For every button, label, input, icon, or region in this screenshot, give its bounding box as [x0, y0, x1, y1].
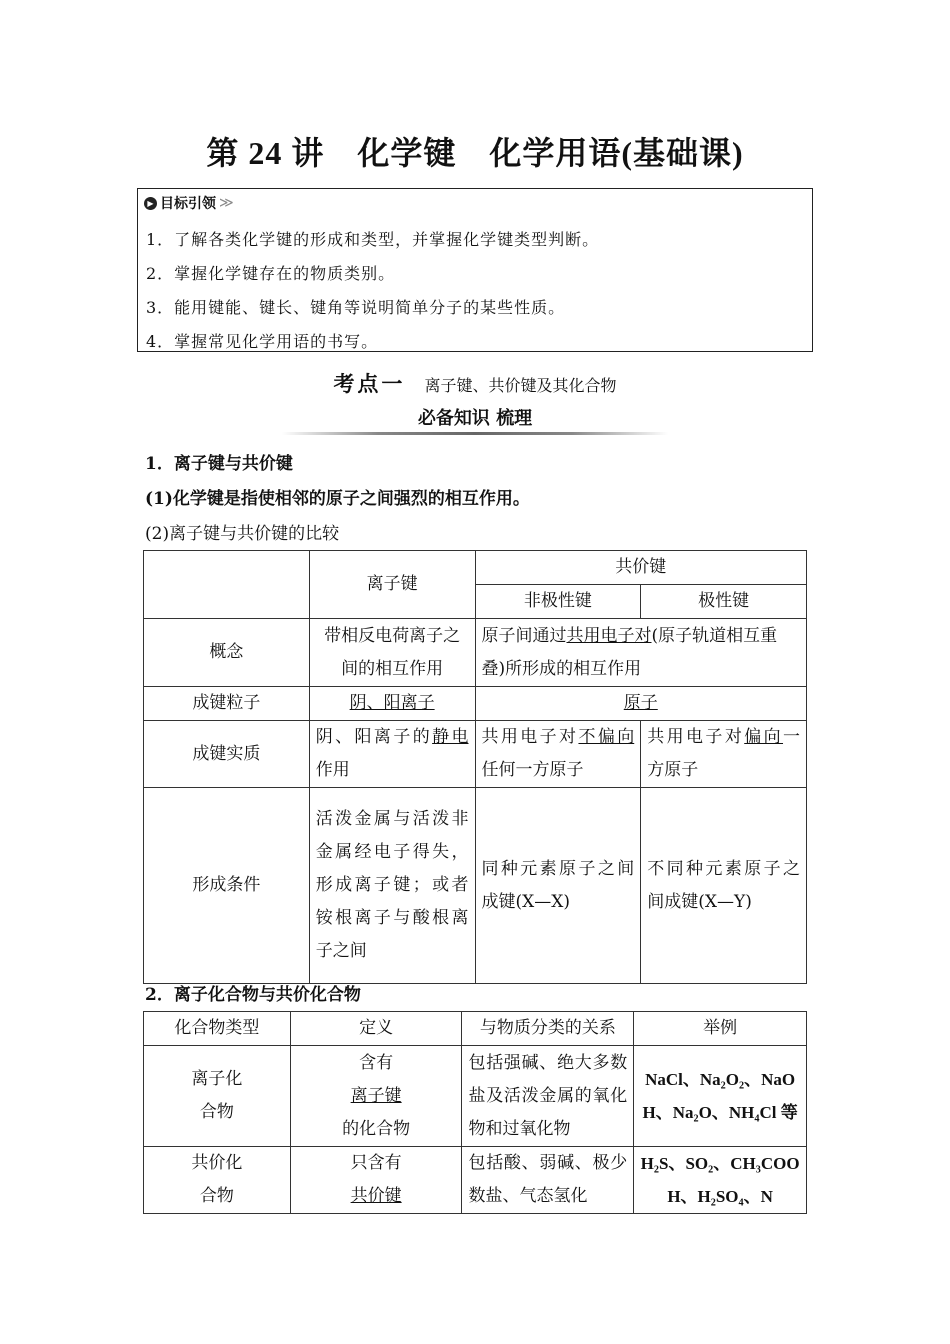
goal-item: 2．掌握化学键存在的物质类别。 — [146, 264, 396, 283]
section-banner: 必备知识 梳理 — [417, 408, 533, 429]
text: 共用电子对 — [481, 727, 579, 747]
cell-nonpolar-condition: 同种元素原子之间成键(X—X) — [475, 788, 641, 984]
cell-covalent-definition — [290, 1147, 462, 1214]
cell-ionic-type — [144, 1046, 291, 1147]
header-covalent: 共价键 — [475, 551, 807, 585]
bond-comparison-table — [143, 550, 807, 984]
section1-heading: 1．离子键与共价键 — [145, 454, 293, 474]
cell-ionic-concept: 带相反电荷离子之间的相互作用 — [309, 619, 475, 687]
header-example: 举例 — [634, 1012, 807, 1046]
header-ionic: 离子键 — [309, 551, 475, 619]
text: 只含有 — [350, 1153, 402, 1173]
text: 作用 — [315, 760, 350, 780]
text: 含有 — [359, 1052, 394, 1073]
text: (原子轨道相互重叠)所形成的相互作用 — [481, 625, 778, 679]
cell-polar-essence — [641, 721, 807, 788]
goals-box — [137, 188, 813, 352]
underlined-term: 偏向 — [744, 727, 784, 747]
header-definition: 定义 — [290, 1012, 462, 1046]
text: 阴、阳离子的 — [315, 727, 433, 747]
double-chevron-icon: ≫ — [219, 195, 234, 211]
underlined-term: 阴、阳离子 — [349, 693, 435, 713]
cell-covalent-relation: 包括酸、弱碱、极少数盐、气态氢化 — [462, 1147, 634, 1214]
text: 共用电子对 — [647, 727, 745, 747]
text: 合物 — [199, 1102, 234, 1122]
page-title: 第 24 讲 化学键 化学用语(基础课) — [206, 135, 744, 171]
text: 一方原子 — [647, 727, 801, 780]
underlined-term: 共用电子对 — [566, 625, 652, 646]
underlined-term: 静电 — [432, 727, 469, 747]
text: 离子化 — [191, 1069, 243, 1089]
kaodian-topic: 离子键、共价键及其化合物 — [424, 376, 617, 395]
cell-ionic-particles — [309, 687, 475, 721]
header-nonpolar: 非极性键 — [475, 585, 641, 619]
row-label-condition: 形成条件 — [144, 788, 310, 984]
cell-covalent-particles — [475, 687, 807, 721]
goals-tag — [144, 193, 234, 213]
kaodian-label: 考点一 — [333, 372, 406, 396]
underlined-term: 离子键 — [350, 1085, 402, 1106]
underlined-term: 共价键 — [350, 1186, 402, 1206]
kaodian-heading — [0, 368, 950, 398]
cell-ionic-relation: 包括强碱、绝大多数盐及活泼金属的氧化物和过氧化物 — [462, 1046, 634, 1147]
text: 共价化 — [191, 1153, 243, 1173]
goals-tag-label: 目标引领 — [160, 196, 216, 212]
row-label-particles: 成键粒子 — [144, 687, 310, 721]
cell-ionic-definition — [290, 1046, 462, 1147]
cell-covalent-concept — [475, 619, 807, 687]
header-relation: 与物质分类的关系 — [462, 1012, 634, 1046]
underlined-term: 原子 — [623, 693, 658, 713]
banner-underline — [282, 432, 668, 435]
section2-heading: 2．离子化合物与共价化合物 — [145, 985, 361, 1005]
compound-table — [143, 1011, 807, 1214]
cell-ionic-example: NaCl、Na₂O₂、NaOH、Na₂O、NH₄Cl 等 — [634, 1046, 807, 1147]
play-icon: ▶ — [144, 197, 157, 210]
cell-covalent-example: H₂S、SO₂、CH₃COOH、H₂SO₄、N — [634, 1147, 807, 1214]
cell-ionic-essence — [309, 721, 475, 788]
goal-item: 4．掌握常见化学用语的书写。 — [146, 332, 379, 351]
section1-p1 — [145, 484, 530, 509]
text: 任何一方原子 — [481, 760, 584, 780]
text: 的化合物 — [342, 1118, 411, 1139]
header-type: 化合物类型 — [144, 1012, 291, 1046]
goal-item: 1．了解各类化学键的形成和类型，并掌握化学键类型判断。 — [146, 230, 600, 249]
text: 原子间通过 — [481, 625, 567, 646]
row-label-concept: 概念 — [144, 619, 310, 687]
cell-polar-condition: 不同种元素原子之间成键(X—Y) — [641, 788, 807, 984]
cell-covalent-type — [144, 1147, 291, 1214]
cell-ionic-condition: 活泼金属与活泼非金属经电子得失，形成离子键；或者铵根离子与酸根离子之间 — [309, 788, 475, 984]
underlined-term: 不偏向 — [578, 727, 635, 747]
header-polar: 极性键 — [641, 585, 807, 619]
goal-item: 3．能用键能、键长、键角等说明简单分子的某些性质。 — [146, 298, 566, 317]
text: 合物 — [199, 1186, 234, 1206]
cell-nonpolar-essence — [475, 721, 641, 788]
section1-p2: (2)离子键与共价键的比较 — [145, 524, 340, 544]
empty-header-cell — [144, 551, 310, 619]
p1-text: (1)化学键是指使相邻的原子之间强烈的相互作用。 — [145, 489, 530, 509]
row-label-essence: 成键实质 — [144, 721, 310, 788]
